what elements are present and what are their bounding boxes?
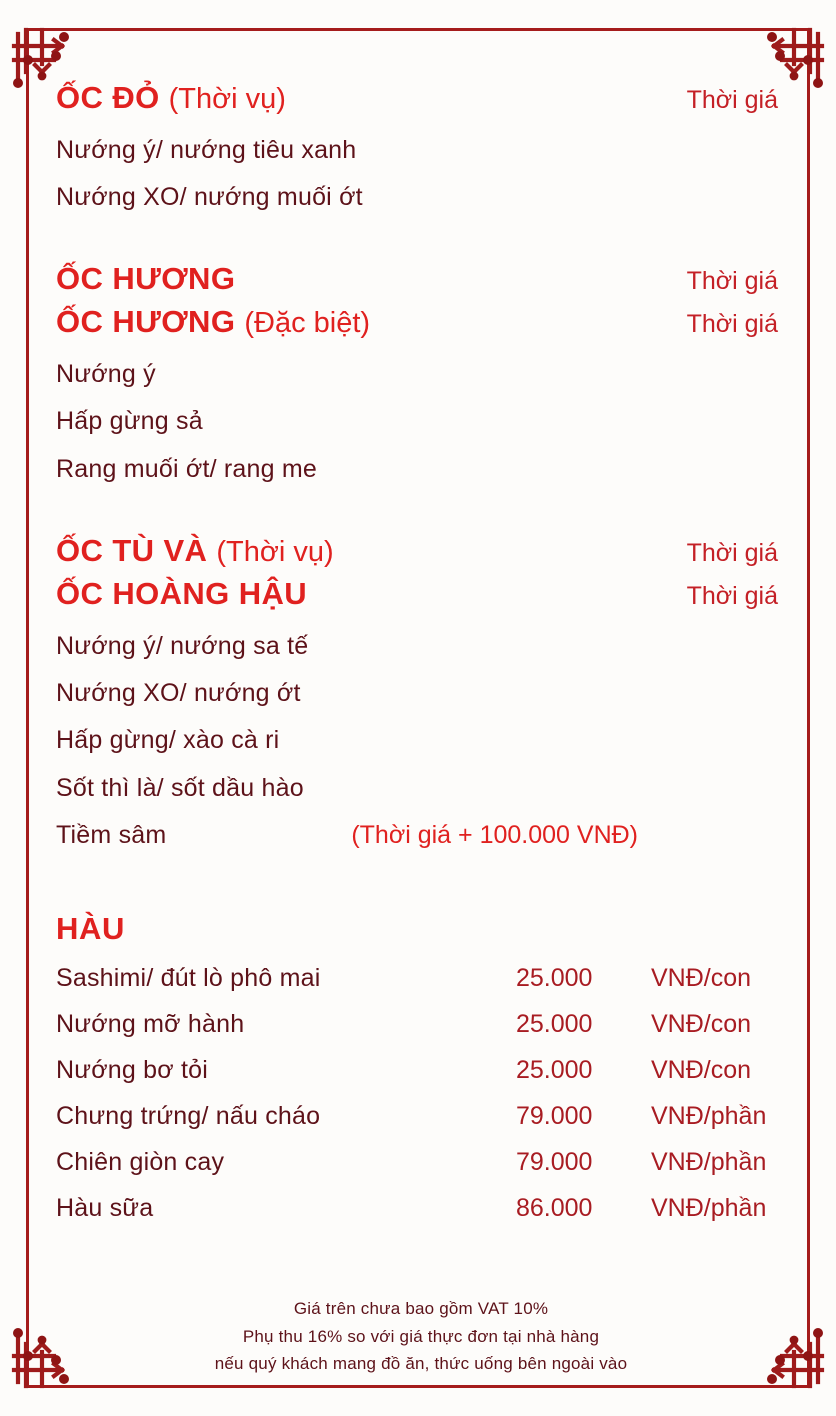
footer-line-outside-food: nếu quý khách mang đồ ăn, thức uống bên ngoài vào <box>214 1354 628 1374</box>
menu-item-unit: VNĐ/con <box>651 1010 752 1039</box>
group-price: Thời giá <box>686 267 778 296</box>
menu-item-price: 86.000 <box>516 1194 593 1223</box>
menu-item-price: 25.000 <box>516 1056 593 1085</box>
group-heading-row-secondary <box>56 302 786 343</box>
menu-item-price: 25.000 <box>516 964 593 993</box>
table-row <box>56 1010 786 1039</box>
menu-group-oc-do <box>56 78 786 213</box>
menu-group-oc-huong <box>56 259 786 485</box>
table-row <box>56 1056 786 1085</box>
menu-item-row <box>56 820 786 851</box>
menu-item-unit: VNĐ/con <box>651 1056 752 1085</box>
menu-item-unit: VNĐ/phần <box>651 1148 767 1177</box>
menu-item-unit: VNĐ/con <box>651 964 752 993</box>
menu-item-row <box>56 454 786 485</box>
menu-item-price: 25.000 <box>516 1010 593 1039</box>
group-title-qualifier: (Thời vụ) <box>168 83 286 115</box>
group-title <box>56 574 307 615</box>
footer-line-vat: Giá trên chưa bao gồm VAT 10% <box>293 1299 549 1319</box>
footer-line-surcharge: Phụ thu 16% so với giá thực đơn tại nhà hàng <box>242 1326 600 1346</box>
section-spacer <box>56 851 786 911</box>
menu-item-name: Nướng ý/ nướng tiêu xanh <box>56 135 357 164</box>
menu-item-row <box>56 406 786 437</box>
menu-item-name: Rang muối ớt/ rang me <box>56 454 317 483</box>
menu-item-name: Nướng bơ tỏi <box>56 1056 208 1085</box>
footer-notes <box>56 1295 786 1378</box>
group-price: Thời giá <box>686 581 778 610</box>
group-title <box>56 78 286 119</box>
menu-item-name: Hấp gừng sả <box>56 407 203 436</box>
table-row <box>56 1148 786 1177</box>
section-spacer <box>56 213 786 259</box>
table-row <box>56 1194 786 1223</box>
group-heading-row <box>56 531 786 572</box>
menu-item-name: Tiềm sâm <box>56 820 167 849</box>
group-title-text: ỐC ĐỎ <box>56 80 160 115</box>
menu-item-name: Nướng XO/ nướng ớt <box>56 679 301 708</box>
group-price: Thời giá <box>686 310 778 339</box>
menu-item-name: Nướng ý <box>56 360 156 389</box>
group-title-qualifier: (Thời vụ) <box>216 535 334 568</box>
group-title-text: ỐC HƯƠNG <box>56 261 236 297</box>
menu-item-row <box>56 725 786 756</box>
table-row <box>56 1102 786 1131</box>
menu-item-price: 79.000 <box>516 1102 593 1131</box>
menu-item-price: 79.000 <box>516 1148 593 1177</box>
group-heading-row <box>56 78 786 119</box>
group-title-qualifier: (Đặc biệt) <box>244 307 371 340</box>
group-title-text: ỐC HƯƠNG <box>56 304 236 340</box>
menu-group-hau <box>56 911 786 1223</box>
group-title <box>56 259 235 300</box>
menu-item-row <box>56 631 786 662</box>
menu-item-unit: VNĐ/phần <box>651 1194 767 1223</box>
group-title-text: ỐC HOÀNG HẬU <box>56 575 308 611</box>
menu-item-row <box>56 135 786 166</box>
group-heading-row <box>56 259 786 300</box>
menu-item-row <box>56 678 786 709</box>
menu-item-name: Nướng mỡ hành <box>56 1010 245 1039</box>
menu-item-name: Nướng XO/ nướng muối ớt <box>56 183 363 212</box>
menu-item-row <box>56 182 786 213</box>
menu-item-name: Sốt thì là/ sốt dầu hào <box>56 773 304 802</box>
menu-item-name: Hấp gừng/ xào cà ri <box>56 726 280 755</box>
menu-item-unit: VNĐ/phần <box>651 1102 767 1131</box>
menu-item-row <box>56 359 786 390</box>
menu-item-row <box>56 773 786 804</box>
group-title-text: ỐC TÙ VÀ <box>56 532 208 568</box>
menu-group-oc-tu-va <box>56 531 786 851</box>
group-title <box>56 531 334 572</box>
section-spacer <box>56 485 786 531</box>
menu-item-name: Chiên giòn cay <box>56 1148 225 1177</box>
menu-item-name: Sashimi/ đút lò phô mai <box>56 964 321 993</box>
table-row <box>56 964 786 993</box>
group-heading-row-secondary <box>56 574 786 615</box>
menu-item-name: Chưng trứng/ nấu cháo <box>56 1102 321 1131</box>
menu-item-name: Nướng ý/ nướng sa tế <box>56 631 309 660</box>
group-title <box>56 302 370 343</box>
menu-item-note: (Thời giá + 100.000 VNĐ) <box>351 820 638 849</box>
section-title-hau: HÀU <box>56 911 125 947</box>
group-price: Thời giá <box>686 538 778 567</box>
group-price: Thời giá <box>686 86 778 114</box>
menu-content <box>56 78 786 1346</box>
menu-item-name: Hàu sữa <box>56 1194 154 1223</box>
